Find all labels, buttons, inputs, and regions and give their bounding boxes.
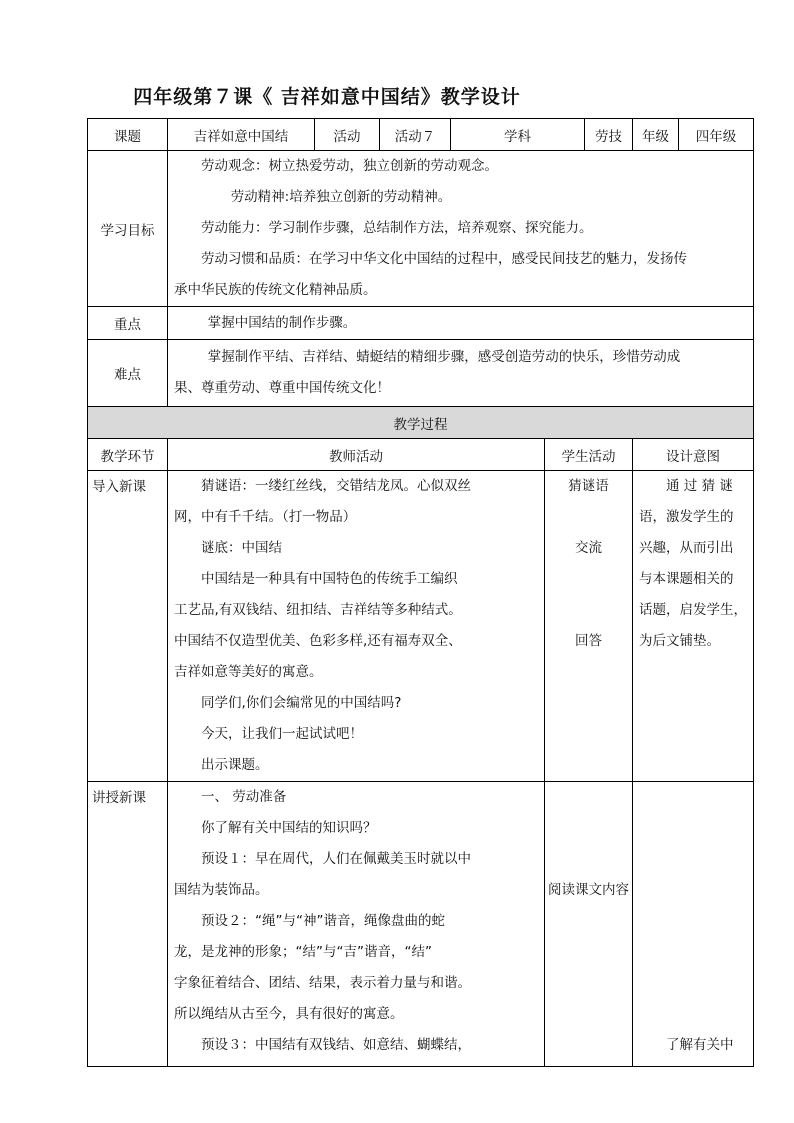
objective-line: 劳动能力：学习制作步骤，总结制作方法，培养观察、探究能力。 xyxy=(201,220,593,236)
intent-line: 兴趣，从而引出 xyxy=(639,540,734,556)
difficulty-label: 难点 xyxy=(88,340,168,407)
teacher-line: 吉祥如意等美好的寓意。 xyxy=(174,664,323,680)
topic-label: 课题 xyxy=(88,119,168,151)
objectives-content xyxy=(168,151,754,307)
objectives-row xyxy=(88,151,754,307)
grade-value: 四年级 xyxy=(679,119,754,151)
process-banner-row xyxy=(88,407,754,439)
subject-label: 学科 xyxy=(451,119,585,151)
page-title: 四年级第７课《 吉祥如意中国结》教学设计 xyxy=(133,86,521,108)
intent-line: 为后文铺垫。 xyxy=(639,633,720,649)
teacher-line: 预设１：早在周代，人们在佩戴美玉时就以中 xyxy=(201,851,471,867)
process-banner: 教学过程 xyxy=(88,407,754,439)
difficulty-row xyxy=(88,340,754,407)
intent-line: 话题，启发学生， xyxy=(639,602,747,618)
teacher-line: 国结为装饰品。 xyxy=(174,882,269,898)
col-teacher: 教师活动 xyxy=(168,439,545,471)
teacher-line: 预设３：中国结有双钱结、如意结、蝴蝶结， xyxy=(201,1037,471,1053)
grade-label: 年级 xyxy=(633,119,679,151)
teacher-line: 你了解有关中国结的知识吗？ xyxy=(201,820,377,836)
col-intent: 设计意图 xyxy=(633,439,754,471)
intent-line: 了解有关中 xyxy=(666,1037,734,1053)
teacher-line: 网，中有千千结。（打一物品） xyxy=(174,509,357,525)
intro-teacher xyxy=(168,471,545,782)
objective-line: 劳动习惯和品质：在学习中华文化中国结的过程中，感受民间技艺的魅力，发扬传 xyxy=(201,251,687,267)
objectives-label: 学习目标 xyxy=(88,151,168,307)
student-activity: 回答 xyxy=(575,633,602,649)
objective-line: 劳动精神:培养独立创新的劳动精神。 xyxy=(230,189,452,205)
teacher-line: 今天，让我们一起试试吧！ xyxy=(201,726,363,742)
intent-line: 与本课题相关的 xyxy=(639,571,734,587)
intro-intent xyxy=(633,471,754,782)
col-student: 学生活动 xyxy=(545,439,633,471)
teacher-line: 猜谜语：一缕红丝线，交错结龙凤。心似双丝 xyxy=(201,478,471,494)
new-lesson-row xyxy=(88,782,754,1067)
key-point-text: 掌握中国结的制作步骤。 xyxy=(207,314,357,331)
teacher-line: 龙，是龙神的形象；“结”与“吉”谐音，“结” xyxy=(174,944,432,960)
type-label: 活动 xyxy=(315,119,380,151)
subject-value: 劳技 xyxy=(585,119,633,151)
new-stage: 讲授新课 xyxy=(88,782,168,1067)
header-row xyxy=(88,119,754,151)
teacher-line: 谜底：中国结 xyxy=(201,540,282,556)
process-header-row xyxy=(88,439,754,471)
objective-line: 劳动观念：树立热爱劳动，独立创新的劳动观念。 xyxy=(201,158,498,174)
lesson-plan-table xyxy=(87,118,754,1067)
teacher-line: 所以绳结从古至今，具有很好的寓意。 xyxy=(174,1006,404,1022)
new-intent xyxy=(633,782,754,1067)
key-point-row xyxy=(88,307,754,340)
teacher-line: 一、 劳动准备 xyxy=(201,789,287,805)
difficulty-line: 掌握制作平结、吉祥结、蜻蜓结的精细步骤，感受创造劳动的快乐，珍惜劳动成 xyxy=(207,349,681,365)
key-point-label: 重点 xyxy=(88,307,168,340)
intro-row xyxy=(88,471,754,782)
teacher-line: 预设２：“绳”与“神”谐音，绳像盘曲的蛇 xyxy=(201,913,445,929)
teacher-line: 出示课题。 xyxy=(201,757,269,773)
topic-value: 吉祥如意中国结 xyxy=(168,119,315,151)
student-activity: 猜谜语 xyxy=(568,478,609,494)
new-teacher xyxy=(168,782,545,1067)
type-value: 活动７ xyxy=(380,119,451,151)
intent-line: 语，激发学生的 xyxy=(639,509,734,525)
col-stage: 教学环节 xyxy=(88,439,168,471)
difficulty-line: 果、尊重劳动、尊重中国传统文化！ xyxy=(174,380,390,396)
intent-line: 通 过 猜 谜 xyxy=(666,478,733,494)
teacher-line: 同学们,你们会编常见的中国结吗? xyxy=(201,695,402,711)
objective-line: 承中华民族的传统文化精神品质。 xyxy=(174,282,377,298)
new-student xyxy=(545,782,633,1067)
teacher-line: 工艺品,有双钱结、纽扣结、吉祥结等多种结式。 xyxy=(174,602,462,618)
teacher-line: 字象征着结合、团结、结果，表示着力量与和谐。 xyxy=(174,975,471,991)
teacher-line: 中国结是一种具有中国特色的传统手工编织 xyxy=(201,571,458,587)
student-activity: 阅读课文内容 xyxy=(548,882,629,898)
intro-student xyxy=(545,471,633,782)
teacher-line: 中国结不仅造型优美、色彩多样,还有福寿双全、 xyxy=(174,633,462,649)
intro-stage: 导入新课 xyxy=(88,471,168,782)
student-activity: 交流 xyxy=(575,540,602,556)
